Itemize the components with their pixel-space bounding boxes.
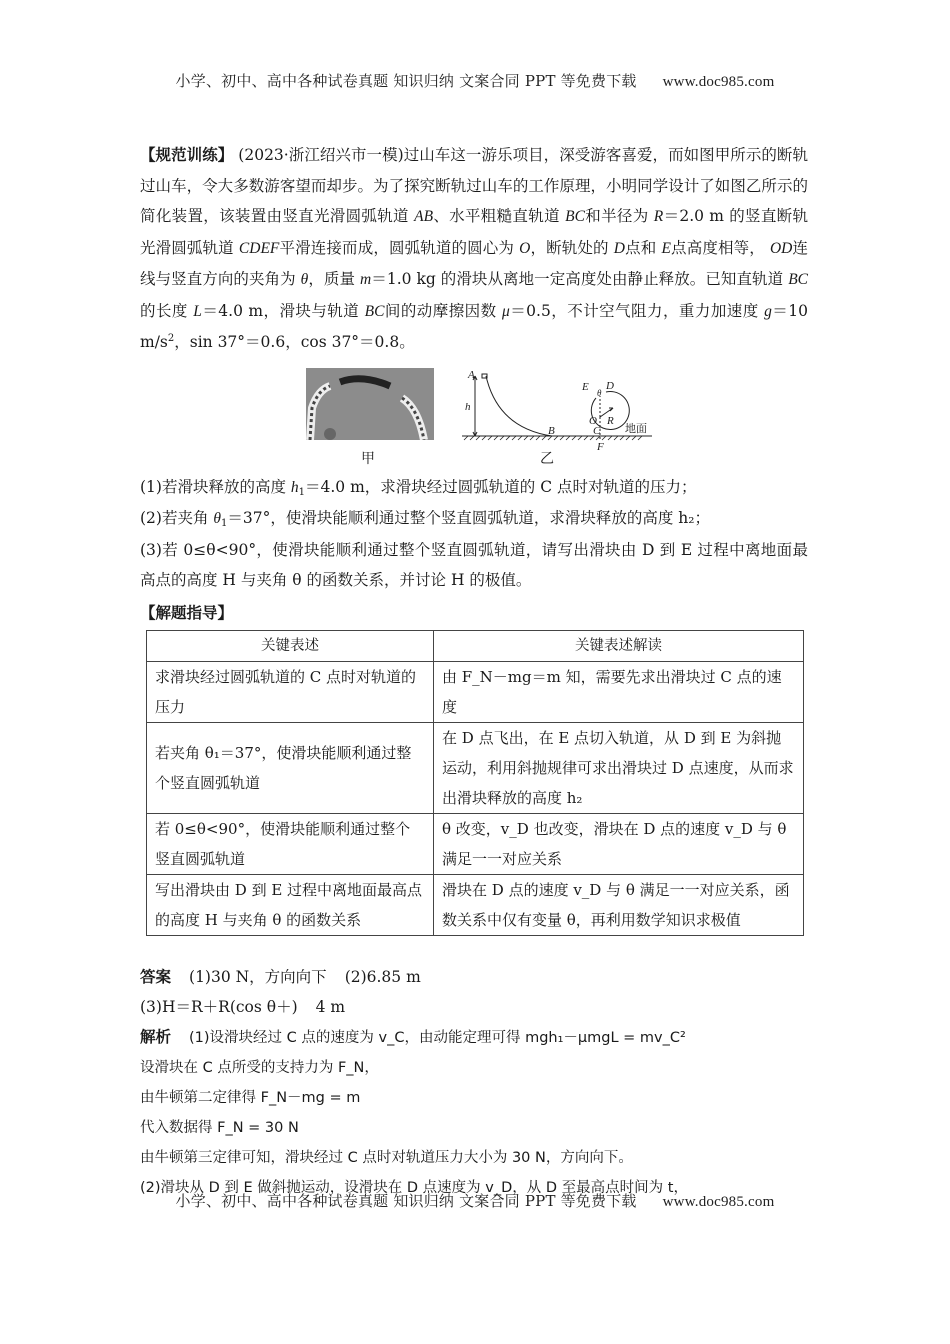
var: E [661, 239, 671, 257]
label-h: h [465, 400, 471, 413]
table-header: 关键表述解读 [434, 631, 804, 662]
table-cell: 若夹角 θ₁＝37°，使滑块能顺利通过整个竖直圆弧轨道 [147, 723, 434, 814]
analysis-text: (1)设滑块经过 C 点的速度为 v_C，由动能定理可得 mgh₁－μmgL = mv_C² [189, 1030, 686, 1046]
footer-text: 小学、初中、高中各种试卷真题 知识归纳 文案合同 PPT 等免费下载 [175, 1192, 637, 1210]
text: (3)若 0≤θ<90°，使滑块能顺利通过整个竖直圆弧轨道，请写出滑块由 D 到 E 过程中离地面最高点的高度 H 与夹角 θ 的函数关系，并讨论 H 的极值。 [140, 540, 808, 589]
text: ＝4.0 m，求滑块经过圆弧轨道的 C 点时对轨道的压力； [305, 477, 697, 496]
problem-source: (2023·浙江绍兴市一模) [238, 146, 404, 164]
text: ，sin 37°＝0.6，cos 37°＝0.8。 [174, 333, 415, 351]
analysis-line-4: 代入数据得 F_N = 30 N [140, 1120, 299, 1136]
var: μ [501, 302, 510, 320]
answer-line-2 [140, 992, 808, 1022]
header-url[interactable]: www.doc985.com [662, 74, 775, 90]
var: CDEF [238, 239, 280, 257]
text: 的长度 [140, 301, 188, 320]
table-header: 关键表述 [147, 631, 434, 662]
text: ＝0.5，不计空气阻力，重力加速度 [509, 301, 759, 320]
text: 、水平粗糙直轨道 [433, 207, 560, 225]
question-2 [140, 503, 808, 535]
table-row [147, 662, 804, 723]
analysis-line-5: 由牛顿第三定律可知，滑块经过 C 点时对轨道压力大小为 30 N，方向向下。 [140, 1150, 633, 1166]
text: 过山车这一游乐项目，深受游客喜爱，而如图甲所示的断轨过山车，令大多数游客望而却步。为了探究断轨过山车的工作原理，小明同学设计了如图乙所示的简化装置，该装置由竖直光滑圆弧轨道 [140, 146, 808, 225]
table-cell: 若 0≤θ<90°，使滑块能顺利通过整个竖直圆弧轨道 [147, 814, 434, 875]
text: 间的动摩擦因数 [384, 301, 497, 320]
var: AB [414, 208, 434, 225]
page-footer [0, 1190, 950, 1211]
problem-tag: 【规范训练】 [140, 146, 234, 164]
var: D [613, 239, 625, 257]
label-E: E [582, 380, 589, 393]
answer-line-1 [140, 962, 808, 992]
label-A: A [468, 368, 475, 381]
label-theta: θ [597, 387, 602, 398]
text: ，断轨处的 [530, 238, 609, 257]
var: θ [213, 510, 222, 527]
analysis-line-6: (2)滑块从 D 到 E 做斜抛运动，设滑块在 D 点速度为 v_D，从 D 至最高点时间为 t， [140, 1180, 688, 1196]
table-cell: 求滑块经过圆弧轨道的 C 点时对轨道的压力 [147, 662, 434, 723]
page-header [0, 70, 950, 91]
table-cell: 在 D 点飞出，在 E 点切入轨道，从 D 到 E 为斜抛运动，利用斜抛规律可求出滑块过 D 点速度，从而求出滑块释放的高度 h₂ [434, 723, 804, 814]
figures [140, 368, 808, 468]
text: ，质量 [308, 270, 356, 288]
guide-title: 【解题指导】 [140, 603, 234, 622]
text: ＝4.0 m，滑块与轨道 [201, 301, 360, 320]
analysis-label: 解析 [140, 1028, 172, 1046]
header-text: 小学、初中、高中各种试卷真题 知识归纳 文案合同 PPT 等免费下载 [175, 72, 637, 90]
answer-2: (2)6.85 m [344, 968, 421, 986]
var: R [653, 208, 664, 225]
analysis-line-1 [140, 1022, 808, 1053]
subscript: 1 [221, 518, 228, 529]
var: BC [364, 302, 385, 320]
label-D: D [606, 379, 614, 392]
var: θ [300, 271, 309, 288]
table-cell: θ 改变，v_D 也改变，滑块在 D 点的速度 v_D 与 θ 满足一一对应关系 [434, 814, 804, 875]
problem-statement [140, 140, 808, 358]
label-C: C [593, 424, 601, 437]
document-body [140, 140, 808, 1203]
text: 点高度相等， [670, 238, 765, 257]
track-diagram [462, 368, 662, 468]
text: 点和 [624, 238, 657, 257]
var: OD [769, 239, 793, 257]
text: 和半径为 [584, 207, 649, 225]
var: BC [788, 271, 808, 288]
label-ground: 地面 [625, 421, 647, 435]
answer-3-value: 4 m [315, 998, 346, 1016]
table-row [147, 875, 804, 936]
text: (1)若滑块释放的高度 [140, 477, 291, 496]
text: 平滑连接而成，圆弧轨道的圆心为 [279, 238, 515, 257]
var: h [290, 478, 299, 496]
text: ＝2.0 m 的竖直断轨光滑圆弧轨道 [140, 207, 808, 257]
roller-coaster-photo [306, 368, 434, 440]
var: m [360, 271, 372, 288]
table-cell: 滑块在 D 点的速度 v_D 与 θ 满足一一对应关系，函数关系中仅有变量 θ，再利用数学知识求极值 [434, 875, 804, 936]
analysis-line-2: 设滑块在 C 点所受的支持力为 F_N， [140, 1060, 379, 1076]
table-row [147, 723, 804, 814]
answer-3: (3)H＝R＋R(cos θ＋) [140, 998, 298, 1016]
text: 连线与竖直方向的夹角为 [140, 238, 808, 288]
text: ＝37°，使滑块能顺利通过整个竖直圆弧轨道，求滑块释放的高度 h₂； [227, 509, 710, 527]
text: ＝1.0 kg 的滑块从离地一定高度处由静止释放。已知直轨道 [371, 270, 784, 288]
guide-table [146, 630, 804, 936]
figure-caption-yi: 乙 [540, 450, 554, 467]
var: O [519, 239, 531, 257]
var: g [764, 302, 772, 320]
text: ＝10 m/s [140, 301, 808, 351]
question-1 [140, 472, 808, 504]
label-F: F [597, 440, 604, 453]
label-R: R [607, 414, 614, 427]
table-header-row [147, 631, 804, 662]
table-cell: 由 F_N－mg＝m 知，需要先求出滑块过 C 点的速度 [434, 662, 804, 723]
label-O: O [589, 414, 597, 427]
question-3 [140, 535, 808, 596]
answer-label: 答案 [140, 968, 172, 986]
answer-1: (1)30 N，方向向下 [189, 968, 327, 986]
var: L [193, 302, 202, 320]
answer-section [140, 962, 808, 1203]
superscript: 2 [167, 333, 175, 344]
analysis-line-3: 由牛顿第二定律得 F_N－mg = m [140, 1090, 361, 1106]
table-row [147, 814, 804, 875]
roller-coaster-image [306, 368, 434, 440]
footer-url[interactable]: www.doc985.com [662, 1194, 775, 1210]
figure-caption-jia: 甲 [361, 450, 375, 467]
label-B: B [548, 424, 555, 437]
text: (2)若夹角 [140, 509, 214, 527]
table-cell: 写出滑块由 D 到 E 过程中离地面最高点的高度 H 与夹角 θ 的函数关系 [147, 875, 434, 936]
subscript: 1 [298, 486, 306, 498]
var: BC [565, 208, 585, 225]
